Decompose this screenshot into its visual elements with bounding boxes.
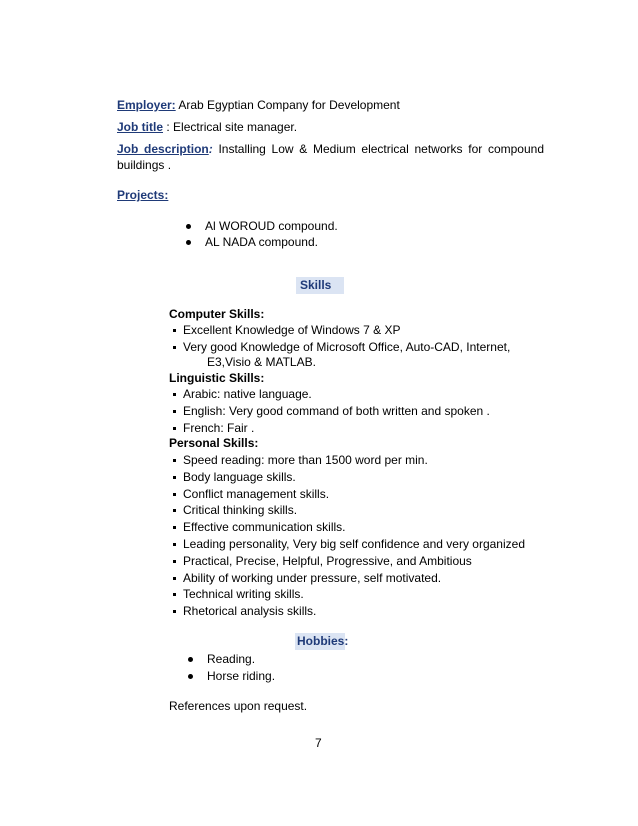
linguistic-skills-heading: Linguistic Skills:	[169, 371, 265, 385]
job-title-value: : Electrical site manager.	[163, 120, 298, 134]
projects-label: Projects:	[117, 188, 169, 202]
bullet-icon	[173, 526, 176, 529]
list-item: English: Very good command of both written and spoken .	[183, 404, 490, 418]
list-item: Very good Knowledge of Microsoft Office, Auto-CAD, Internet,	[183, 340, 511, 354]
employer-line	[117, 98, 400, 112]
list-item-continuation: E3,Visio & MATLAB.	[207, 355, 316, 369]
list-item: Technical writing skills.	[183, 587, 304, 601]
bullet-icon	[188, 657, 193, 662]
bullet-icon	[173, 509, 176, 512]
list-item: Rhetorical analysis skills.	[183, 604, 317, 618]
job-description-line2: buildings .	[117, 158, 172, 172]
list-item: Speed reading: more than 1500 word per min.	[183, 453, 428, 467]
list-item: Reading.	[207, 652, 256, 666]
bullet-icon	[173, 346, 176, 349]
list-item: AL NADA compound.	[205, 235, 318, 249]
references-note: References upon request.	[169, 699, 308, 713]
list-item: Body language skills.	[183, 470, 296, 484]
list-item: Conflict management skills.	[183, 487, 330, 501]
bullet-icon	[173, 610, 176, 613]
employer-label: Employer:	[117, 98, 176, 112]
computer-skills-heading: Computer Skills:	[169, 307, 265, 321]
list-item: Horse riding.	[207, 669, 276, 683]
list-item: Arabic: native language.	[183, 387, 312, 401]
bullet-icon	[173, 560, 176, 563]
list-item: French: Fair .	[183, 421, 255, 435]
bullet-icon	[173, 476, 176, 479]
personal-skills-heading: Personal Skills:	[169, 436, 259, 450]
job-description-line	[117, 142, 544, 156]
bullet-icon	[188, 674, 193, 679]
bullet-icon	[173, 593, 176, 596]
hobbies-heading	[295, 633, 349, 650]
bullet-icon	[173, 577, 176, 580]
list-item: Effective communication skills.	[183, 520, 346, 534]
bullet-icon	[173, 393, 176, 396]
bullet-icon	[173, 427, 176, 430]
list-item: Leading personality, Very big self confidence and very organized	[183, 537, 525, 551]
job-description-colon: :	[208, 142, 213, 156]
job-title-line	[117, 120, 297, 134]
list-item: Excellent Knowledge of Windows 7 & XP	[183, 323, 401, 337]
list-item: Al WOROUD compound.	[205, 219, 338, 233]
bullet-icon	[186, 240, 191, 245]
job-description-text: Installing Low & Medium electrical networks for compound	[218, 142, 544, 156]
bullet-icon	[173, 410, 176, 413]
bullet-icon	[173, 459, 176, 462]
skills-heading-text: Skills	[300, 278, 332, 292]
skills-heading	[296, 277, 344, 294]
page-number: 7	[315, 736, 322, 750]
list-item: Practical, Precise, Helpful, Progressive, and Ambitious	[183, 554, 472, 568]
job-title-label: Job title	[117, 120, 164, 134]
bullet-icon	[186, 224, 191, 229]
list-item: Critical thinking skills.	[183, 503, 298, 517]
bullet-icon	[173, 493, 176, 496]
job-description-label: Job description	[117, 142, 209, 156]
employer-value: Arab Egyptian Company for Development	[175, 98, 400, 112]
bullet-icon	[173, 543, 176, 546]
bullet-icon	[173, 329, 176, 332]
list-item: Ability of working under pressure, self motivated.	[183, 571, 442, 585]
hobbies-heading-text: Hobbies:	[297, 634, 349, 648]
